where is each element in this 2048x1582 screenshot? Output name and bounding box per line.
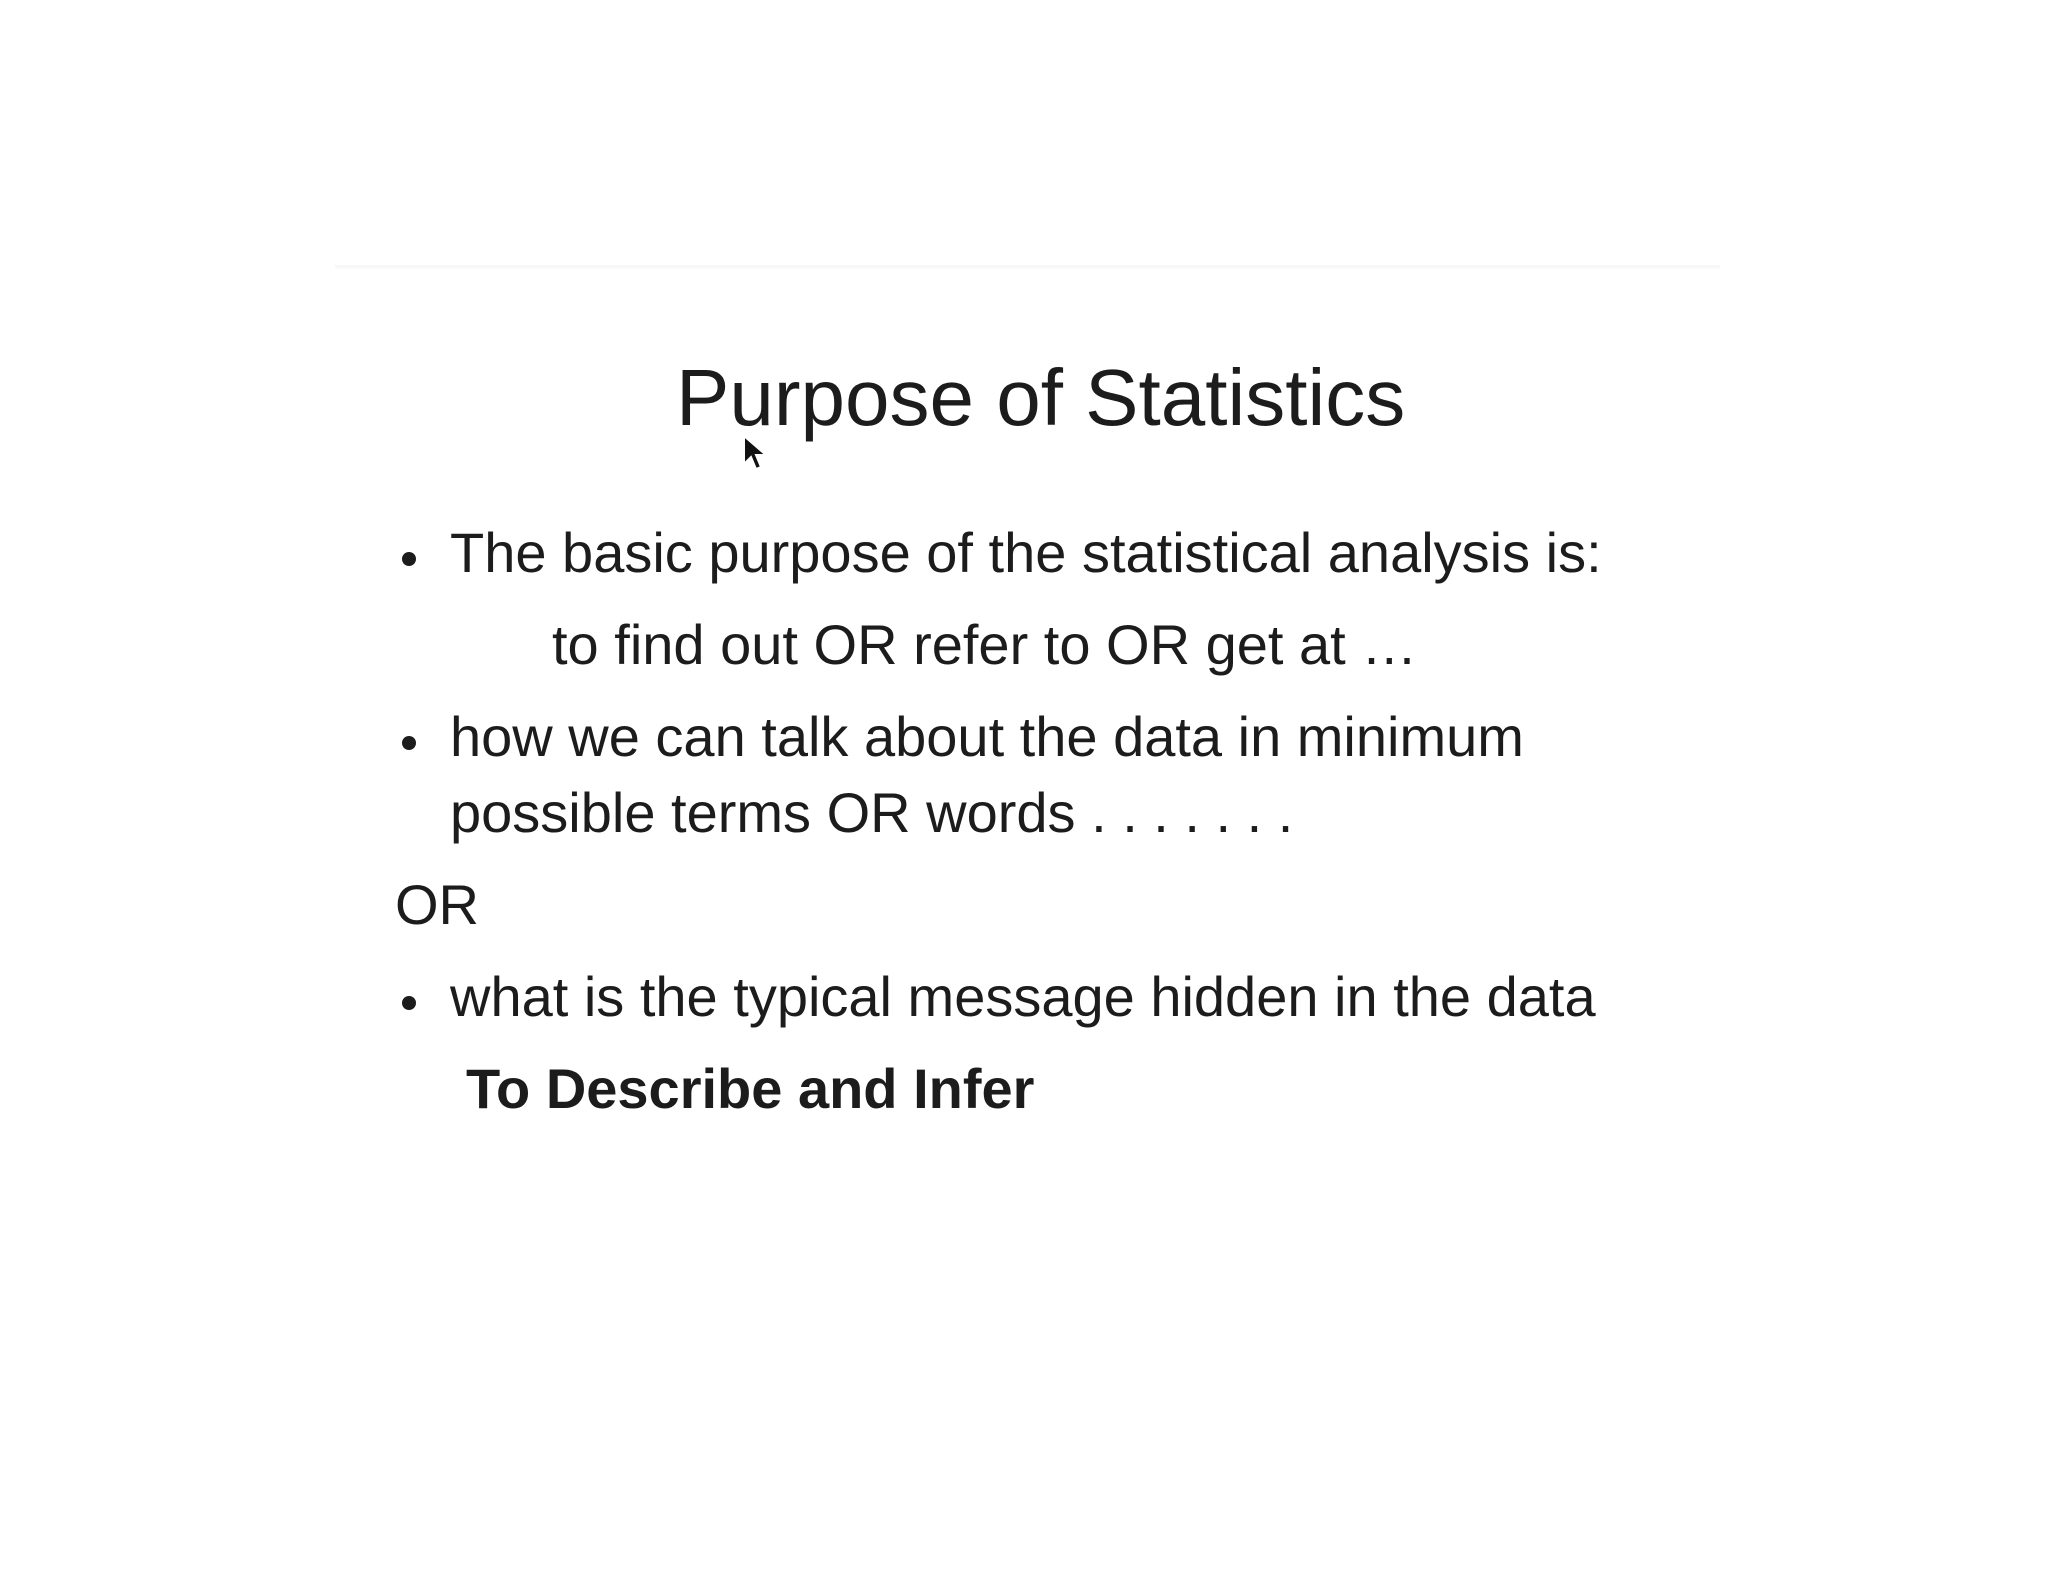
bullet-text: what is the typical message hidden in the data bbox=[450, 965, 1596, 1028]
bullet-dot-icon bbox=[402, 996, 416, 1010]
bullet-text: The basic purpose of the statistical analysis is: bbox=[450, 521, 1602, 584]
or-separator: OR bbox=[395, 873, 479, 936]
bullet-text: how we can talk about the data in minimum bbox=[450, 705, 1524, 768]
bullet-dot-icon bbox=[402, 552, 416, 566]
slide-title: Purpose of Statistics bbox=[676, 353, 1406, 442]
bullet-dot-icon bbox=[402, 736, 416, 750]
bullet-subtext: to find out OR refer to OR get at … bbox=[552, 613, 1418, 676]
bullet-text-continuation: possible terms OR words . . . . . . . bbox=[450, 781, 1294, 844]
mouse-pointer-icon bbox=[742, 434, 768, 472]
top-divider bbox=[335, 265, 1720, 269]
conclusion-text: To Describe and Infer bbox=[466, 1057, 1035, 1120]
